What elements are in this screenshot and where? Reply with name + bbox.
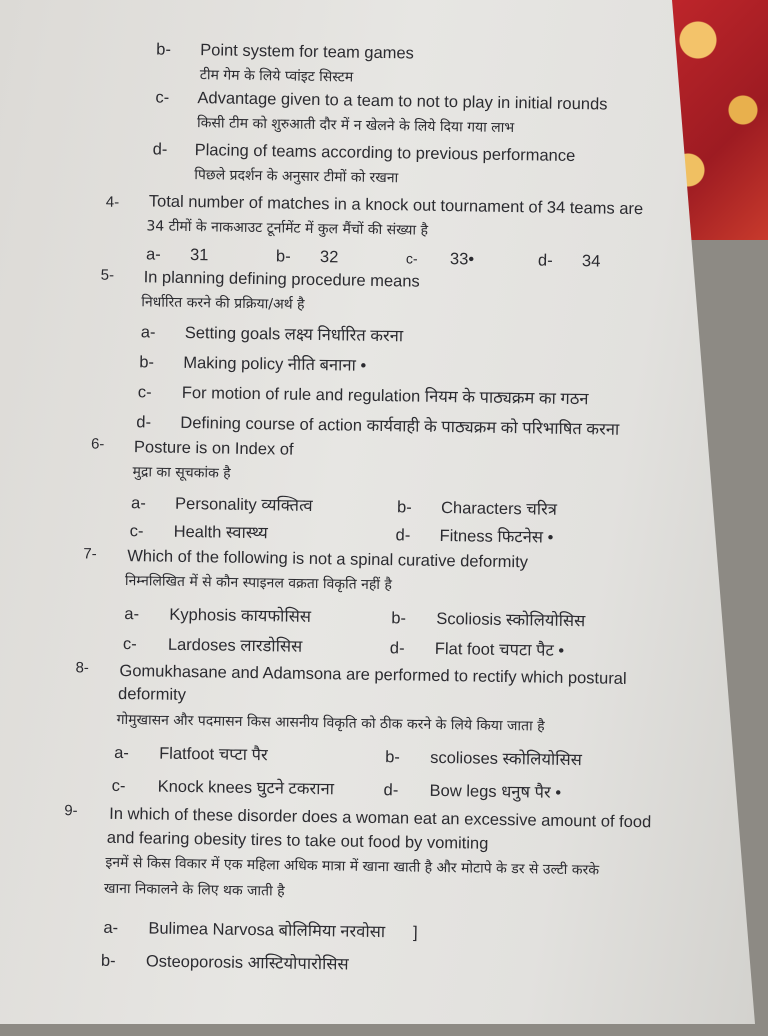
q5-question-hindi: निर्धारित करने की प्रक्रिया/अर्थ है [141, 294, 305, 313]
q6-question: Posture is on Index of [133, 438, 294, 459]
q7-question-hindi: निम्नलिखित में से कौन स्पाइनल वक्रता विकृति नहीं है [124, 573, 392, 594]
q7-number: 7- [83, 545, 97, 563]
q9-question-hindi-line1: इनमें से किस विकार में एक महिला अधिक मात्रा में खाना खाती है और मोटापे के डर से उल्टी करके [105, 854, 600, 879]
q5-question: In planning defining procedure means [143, 268, 420, 291]
q8-number: 8- [75, 659, 89, 677]
q9-bracket: ] [412, 923, 418, 942]
q8-question-line2: deformity [117, 684, 187, 705]
q8-question-hindi: गोमुखासन और पदमासन किस आसनीय विकृति को ठीक करने के लिये किया जाता है [116, 711, 545, 735]
q3-option-b: b- Point system for team games [156, 40, 415, 63]
q5-option-a: a- Setting goals लक्ष्य निर्धारित करना [140, 323, 404, 346]
q4-number: 4- [105, 193, 120, 211]
q7-options-row1: a- Kyphosis कायफोसिस b- Scoliosis स्कोलियोसिस [124, 605, 586, 631]
q4-question-hindi: 34 टीमों के नाकआउट टूर्नामेंट में कुल मैंचों की संख्या है [146, 218, 429, 239]
q9-number: 9- [64, 802, 78, 820]
q7-options-row2: c- Lardoses लारडोसिस d- Flat foot चपटा पैट • [122, 635, 565, 660]
q9-question-hindi-line2: खाना निकालने के लिए थक जाती है [103, 880, 285, 900]
q3-option-c: c- Advantage given to a team to not to play in initial rounds [155, 88, 608, 114]
q5-option-b: b- Making policy नीति बनाना • [139, 353, 367, 375]
q6-number: 6- [90, 435, 105, 453]
q6-options-row2: c- Health स्वास्थ्य d- Fitness फिटनेस • [129, 522, 554, 547]
q5-option-c: c- For motion of rule and regulation नियम के पाठ्यक्रम का गठन [137, 383, 589, 409]
q7-question: Which of the following is not a spinal curative deformity [127, 547, 529, 572]
q6-options-row1: a- Personality व्यक्तित्व b- Characters चरित्र [130, 494, 558, 519]
q8-options-row1: a- Flatfoot चप्टा पैर b- scolioses स्कोलियोसिस [114, 743, 582, 770]
q9-option-a: a- Bulimea Narvosa बोलिमिया नरवोसा ] [103, 918, 418, 942]
q3-option-c-hindi: किसी टीम को शुरुआती दौर में न खेलने के लिये दिया गया लाभ [196, 115, 515, 137]
q6-question-hindi: मुद्रा का सूचकांक है [132, 464, 231, 482]
q3-option-d: d- Placing of teams according to previous performance [152, 140, 576, 166]
q4-question: Total number of matches in a knock out tournament of 34 teams are [148, 192, 644, 219]
q3-option-b-hindi: टीम गेम के लिये प्वांइट सिस्टम [199, 67, 354, 86]
q5-option-d: d- Defining course of action कार्यवाही के पाठ्यक्रम को परिभाषित करना [136, 413, 620, 439]
q9-option-b: b- Osteoporosis आस्टियोपारोसिस [100, 951, 349, 974]
q9-question-line2: and fearing obesity tires to take out food by vomiting [106, 828, 489, 853]
q5-number: 5- [100, 266, 115, 284]
q4-options: a- 31 b- 32 c- 33• d- 34 [145, 245, 601, 271]
q8-options-row2: c- Knock knees घुटने टकराना d- Bow legs धनुष पैर • [111, 776, 562, 802]
q9-question-line1: In which of these disorder does a woman eat an excessive amount of food [109, 804, 652, 832]
q8-question-line1: Gomukhasane and Adamsona are performed to rectify which postural [119, 661, 627, 688]
q3-option-d-hindi: पिछले प्रदर्शन के अनुसार टीमों को रखना [194, 167, 399, 187]
